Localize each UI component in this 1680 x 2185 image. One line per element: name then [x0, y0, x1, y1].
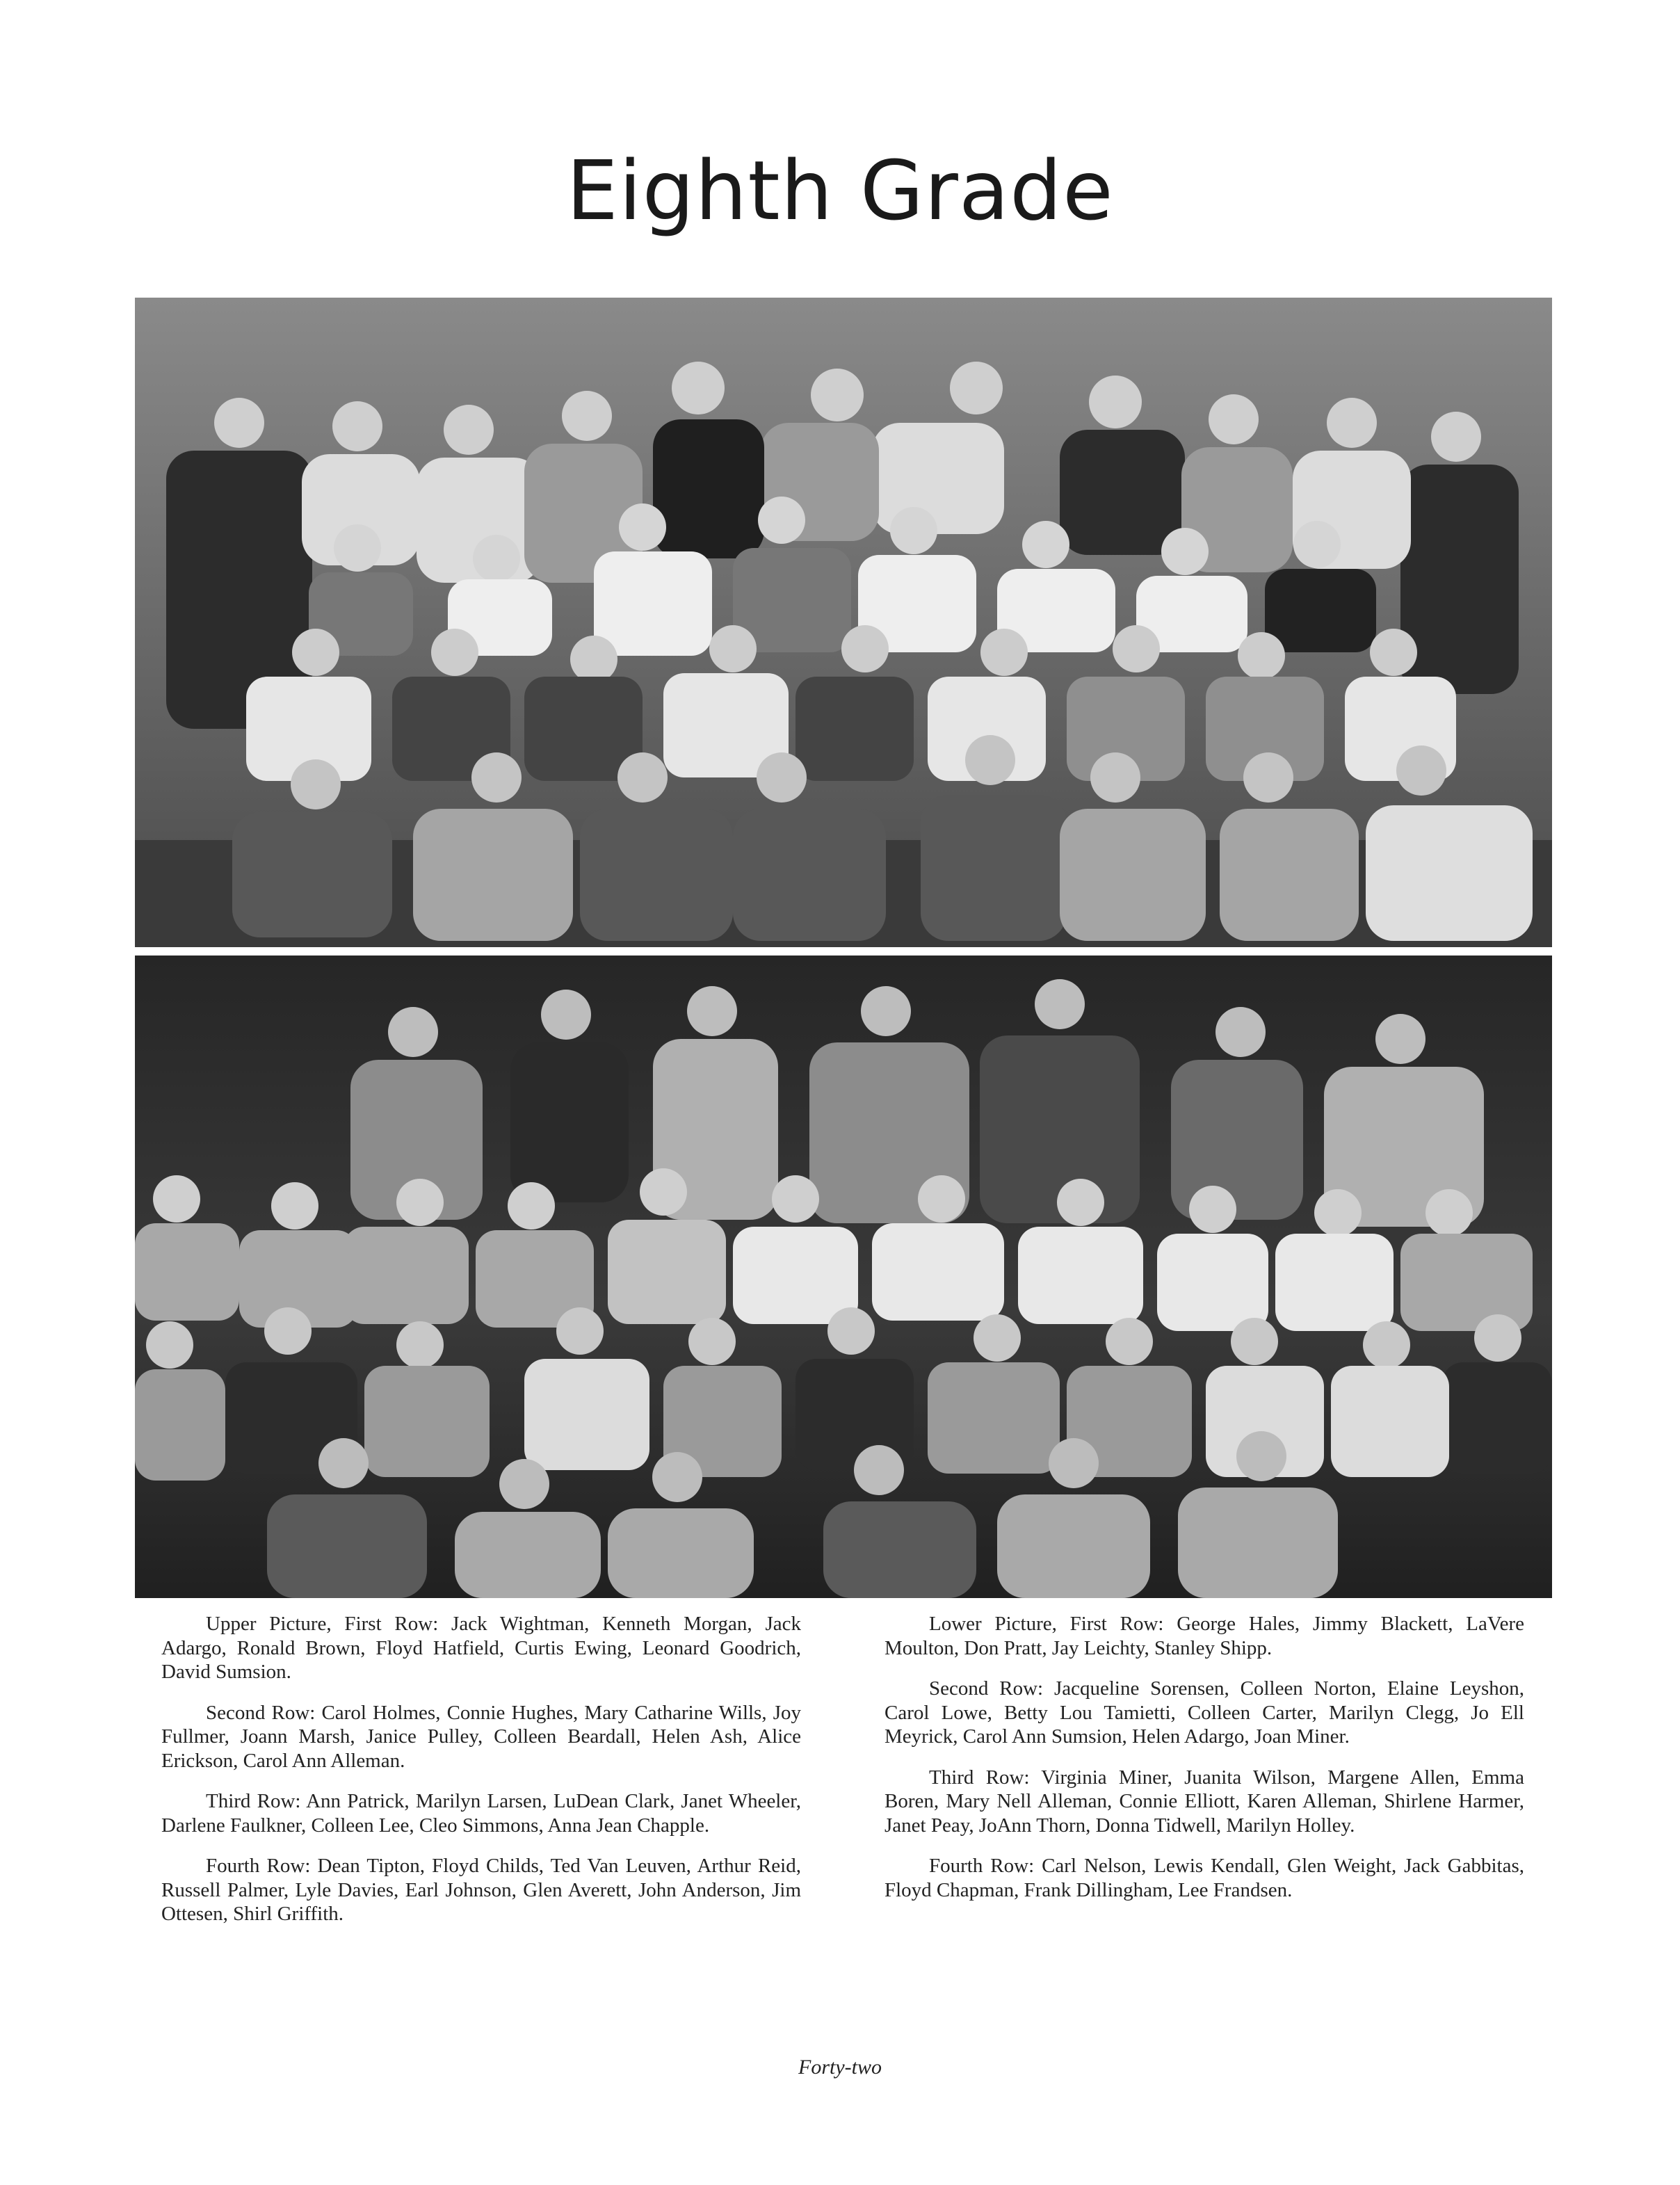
- lower-second-row-names: Second Row: Jacqueline Sorensen, Colleen Norton, Elaine Leyshon, Carol Lowe, Betty Lou Tamietti, Colleen Carter, Marilyn Clegg, Jo Ell Meyrick, Carol Ann Sumsion, Helen Adargo, Joan Miner.: [885, 1677, 1524, 1748]
- upper-second-row-names: Second Row: Carol Holmes, Connie Hughes, Mary Catharine Wills, Joy Fullmer, Joann Marsh, Janice Pulley, Colleen Beardall, Helen Ash, Alice Erickson, Carol Ann Alleman.: [161, 1701, 801, 1772]
- upper-picture-caption: [161, 1612, 801, 1943]
- lower-photo-art: [135, 956, 1552, 1598]
- lower-third-row-names: Third Row: Virginia Miner, Juanita Wilson, Margene Allen, Emma Boren, Mary Nell Alleman, Connie Elliott, Karen Alleman, Shirlene Harmer, Janet Peay, JoAnn Thorn, Donna Tidwell, Marilyn Holley.: [885, 1766, 1524, 1837]
- lower-picture-caption: [885, 1612, 1524, 1919]
- upper-first-row-names: Upper Picture, First Row: Jack Wightman, Kenneth Morgan, Jack Adargo, Ronald Brown, Floyd Hatfield, Curtis Ewing, Leonard Goodrich, David Sumsion.: [161, 1613, 801, 1683]
- page-number: Forty-two: [798, 2056, 882, 2079]
- lower-fourth-row-names: Fourth Row: Carl Nelson, Lewis Kendall, Glen Weight, Jack Gabbitas, Floyd Chapman, Frank Dillingham, Lee Frandsen.: [885, 1855, 1524, 1901]
- upper-group-photo: [135, 298, 1552, 947]
- upper-fourth-row-names: Fourth Row: Dean Tipton, Floyd Childs, Ted Van Leuven, Arthur Reid, Russell Palmer, Lyle Davies, Earl Johnson, Glen Averett, John Anderson, Jim Ottesen, Shirl Griffith.: [161, 1855, 801, 1925]
- lower-first-row-names: Lower Picture, First Row: George Hales, Jimmy Blackett, LaVere Moulton, Don Pratt, Jay Leichty, Stanley Shipp.: [885, 1613, 1524, 1659]
- page-title: Eighth Grade: [566, 143, 1114, 239]
- upper-photo-art: [135, 298, 1552, 947]
- lower-group-photo: [135, 956, 1552, 1598]
- upper-third-row-names: Third Row: Ann Patrick, Marilyn Larsen, LuDean Clark, Janet Wheeler, Darlene Faulkner, Colleen Lee, Cleo Simmons, Anna Jean Chapple.: [161, 1790, 801, 1837]
